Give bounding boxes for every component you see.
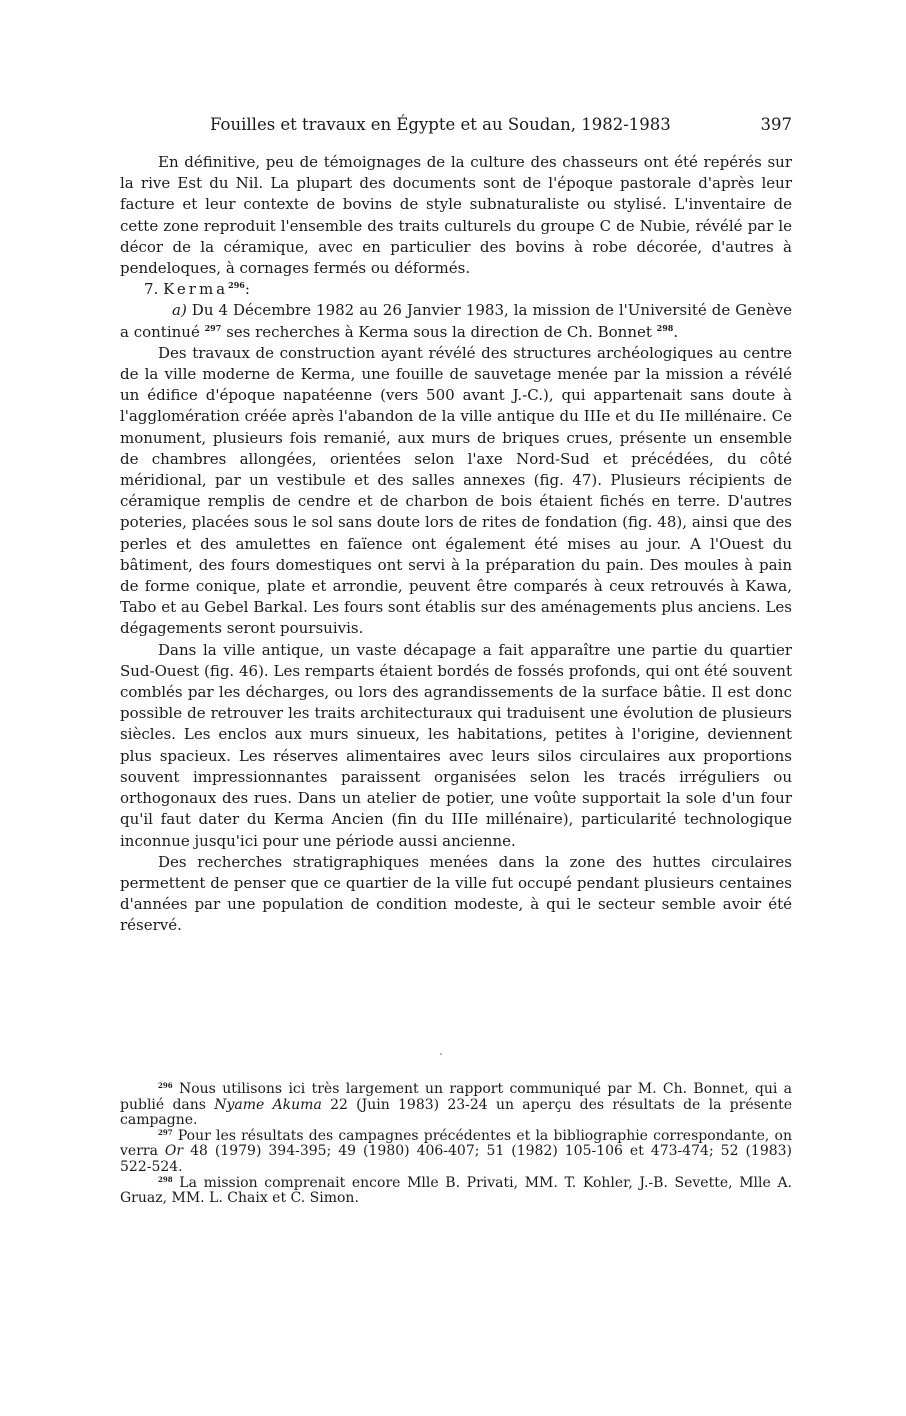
footnote-text: Pour les résultats des campagnes précédentes et la bibliographie correspondante, on verra <box>120 1127 792 1160</box>
footnote-text: Nous utilisons ici très largement un rapport communiqué par M. Ch. Bonnet, qui a publié dans <box>120 1081 793 1113</box>
item-label: a) <box>172 301 187 320</box>
section-title: Kerma <box>163 280 229 299</box>
journal-title: Nyame Akuma <box>214 1096 322 1113</box>
footnote-mark: 298 <box>158 1174 173 1184</box>
footnote-297 <box>120 1129 792 1176</box>
running-header <box>120 113 792 137</box>
footnote-296 <box>120 1082 792 1129</box>
footnote-ref-297: 297 <box>204 322 222 333</box>
paragraph-1: En définitive, peu de témoignages de la culture des chasseurs ont été repérés sur la rive Est du Nil. La plupart des documents sont de l'époque pastorale d'après leur facture et leur contexte de bovins de style subnaturaliste ou stylisé. L'inventaire de cette zone reproduit l'ensemble des traits culturels du groupe C de Nubie, révélé par le décor de la céramique, avec en particulier des bovins à robe décorée, d'autres à pendeloques, à cornages fermés ou déformés. <box>120 153 792 278</box>
paragraph-3: Des travaux de construction ayant révélé des structures archéologiques au centre de la ville moderne de Kerma, une fouille de sauvetage menée par la mission a révélé un édifice d'époque napatéenne (vers 500 avant J.-C.), qui appartenait sans doute à l'agglomération créée après l'abandon de la ville antique du IIIe et du IIe millénaire. Ce monument, plusieurs fois remanié, aux murs de briques crues, présente un ensemble de chambres allongées, orientées selon l'axe Nord-Sud et précédées, du côté méridional, par un vestibule et des salles annexes (fig. 47). Plusieurs récipients de céramique remplis de cendre et de charbon de bois étaient fichés en terre. D'autres poteries, placées sous le sol sans doute lors de rites de fondation (fig. 48), ainsi que des perles et des amulettes en faïence ont également été mises au jour. A l'Ouest du bâtiment, des fours domestiques ont servi à la préparation du pain. Des moules à pain de forme conique, plate et arrondie, peuvent être comparés à ceux retrouvés à Kawa, Tabo et au Gebel Barkal. Les fours sont établis sur des aménagements plus anciens. Les dégagements seront poursuivis. <box>120 343 792 638</box>
page-number: 397 <box>760 115 792 134</box>
paragraph-2 <box>120 300 792 342</box>
footnote-ref-296: 296 <box>228 280 245 291</box>
section-heading-kerma: 7. Kerma$^{296}$: <box>144 280 250 299</box>
paragraph-2-text-b: ses recherches à Kerma sous la direction de Ch. Bonnet <box>226 322 652 341</box>
stray-mark <box>440 1053 442 1055</box>
footnotes <box>120 1082 792 1207</box>
footnote-text: La mission comprenait encore Mlle B. Privati, MM. T. Kohler, J.-B. Sevette, Mlle A. Gruaz, MM. L. Chaix et C. Simon. <box>120 1174 793 1207</box>
footnote-text: 22 (Juin 1983) 23-24 un aperçu des résultats de la présente campagne. <box>120 1096 793 1129</box>
paragraph-2-text-a: Du 4 Décembre 1982 au 26 Janvier 1983, la mission de l'Université de Genève a continué <box>120 301 792 341</box>
footnote-mark: 297 <box>158 1127 173 1137</box>
footnote-298 <box>120 1176 792 1207</box>
section-number: 7. <box>144 280 159 299</box>
footnote-text: 48 (1979) 394-395; 49 (1980) 406-407; 51 (1982) 105-106 et 473-474; 52 (1983) 522-524. <box>120 1143 793 1175</box>
paragraph-4: Dans la ville antique, un vaste décapage a fait apparaître une partie du quartier Sud-Ouest (fig. 46). Les remparts étaient bordés de fossés profonds, qui ont été souvent comblés par les décharges, ou lors des agrandissements de la surface bâtie. Il est donc possible de retrouver les traits architecturaux qui traduisent une évolution de plusieurs siècles. Les enclos aux murs sinueux, les habitations, petites à l'origine, deviennent plus spacieux. Les réserves alimentaires avec leurs silos circulaires aux proportions souvent impressionnantes paraissent organisées selon les tracés irréguliers ou orthogonaux des rues. Dans un atelier de potier, une voûte supportait la sole d'un four qu'il faut dater du Kerma Ancien (fin du IIIe millénaire), particularité technologique inconnue jusqu'ici pour une période aussi ancienne. <box>120 640 792 850</box>
running-title: Fouilles et travaux en Égypte et au Soudan, 1982-1983 <box>210 115 671 134</box>
body-text <box>120 152 792 937</box>
journal-title: Or <box>164 1143 184 1160</box>
footnote-mark: 296 <box>158 1081 173 1090</box>
footnote-ref-298: 298 <box>656 322 674 333</box>
paragraph-5: Des recherches stratigraphiques menées dans la zone des huttes circulaires permettent de penser que ce quartier de la ville fut occupé pendant plusieurs centaines d'années par une population de condition modeste, à qui le secteur semble avoir été réservé. <box>120 852 792 935</box>
paragraph-2-end: . <box>673 322 679 341</box>
